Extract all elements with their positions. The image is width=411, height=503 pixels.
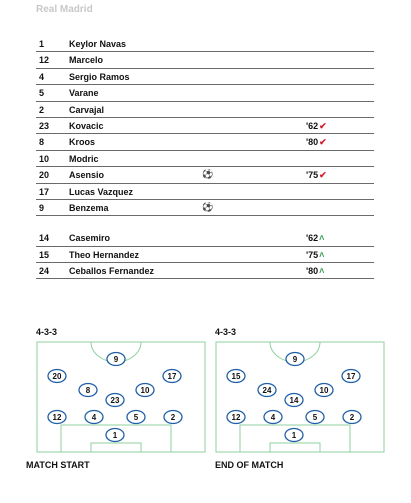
player-number-label: 4 [91,413,97,422]
player-number-label: 8 [85,386,91,395]
player-name: Ceballos Fernandez [69,266,155,277]
player-marker [79,384,97,397]
substitution-minute [306,266,324,276]
table-row [36,69,374,85]
substitutes-list [36,230,374,279]
pitch-start [36,341,206,453]
player-marker [48,370,66,383]
player-number-label: 10 [319,386,329,395]
minute-text: '75 [306,249,319,260]
player-marker [264,411,282,424]
arrow-down-icon: ✔ [319,170,327,181]
player-marker [164,411,182,424]
player-name: Carvajal [69,104,105,115]
player-number: 14 [39,233,50,244]
player-marker [285,429,303,442]
arrow-down-icon: ✔ [319,137,327,148]
player-name: Asensio [69,170,105,181]
lineup-table [36,36,374,279]
player-marker [107,353,125,366]
player-marker [48,411,66,424]
table-row [36,167,374,183]
substitution-minute [306,121,327,132]
player-marker [315,384,333,397]
player-number: 4 [39,71,45,82]
player-number-label: 1 [112,431,118,440]
player-number: 5 [39,88,45,99]
player-marker [127,411,145,424]
player-number-label: 10 [140,386,150,395]
minute-text: '80 [306,266,319,277]
player-marker [163,370,181,383]
player-number: 12 [39,55,50,66]
minute-text: '80 [306,137,319,148]
player-marker [285,394,303,407]
goal-box [91,443,141,452]
table-row [36,102,374,118]
arrow-up-icon: ˄ [319,233,325,244]
player-name: Benzema [69,202,109,213]
player-number-label: 1 [291,431,297,440]
player-number-label: 17 [346,372,356,381]
player-number-label: 24 [262,386,272,395]
player-number-label: 2 [349,413,355,422]
football-icon: ⚽ [202,169,214,180]
player-number-label: 5 [312,413,318,422]
player-number-label: 23 [110,396,120,405]
player-marker [106,429,124,442]
table-row [36,263,374,279]
team-name: Real Madrid [36,4,93,15]
arrow-up-icon: ˄ [319,249,325,260]
formation-label-end: 4-3-3 [215,327,237,337]
football-icon: ⚽ [202,201,214,212]
player-number-label: 20 [52,372,62,381]
player-number: 24 [39,266,50,277]
arrow-up-icon: ˄ [319,266,325,277]
player-marker [258,384,276,397]
substitution-minute [306,233,324,243]
table-row [36,36,374,52]
player-number: 9 [39,202,45,213]
player-number-label: 12 [231,413,241,422]
goal-box [270,443,320,452]
player-number-label: 17 [167,372,177,381]
player-number-label: 12 [52,413,62,422]
table-row [36,118,374,134]
player-marker [343,411,361,424]
player-marker [227,370,245,383]
player-number-label: 14 [289,396,299,405]
player-number-label: 4 [270,413,276,422]
table-row [36,85,374,101]
table-row [36,200,374,216]
player-name: Casemiro [69,233,111,244]
table-row [36,52,374,68]
caption-end-of-match: END OF MATCH [215,460,284,470]
player-number-label: 9 [292,355,298,364]
player-number-label: 5 [133,413,139,422]
player-marker [106,394,124,407]
lineup-gap [36,216,374,230]
player-number: 20 [39,170,50,181]
player-name: Kovacic [69,120,104,131]
player-number-label: 15 [231,372,241,381]
player-marker [136,384,154,397]
player-name: Sergio Ramos [69,71,130,82]
substitution-minute [306,250,324,260]
table-row [36,134,374,150]
player-number-label: 2 [170,413,176,422]
player-marker [306,411,324,424]
player-number: 17 [39,186,50,197]
player-name: Lucas Vazquez [69,186,134,197]
player-number: 15 [39,249,50,260]
table-row [36,230,374,246]
player-number: 2 [39,104,45,115]
minute-text: '75 [306,170,319,181]
player-name: Marcelo [69,55,104,66]
minute-text: '62 [306,120,319,131]
caption-match-start: MATCH START [26,460,90,470]
player-number: 1 [39,39,45,49]
player-name: Kroos [69,137,96,148]
starters-list [36,36,374,216]
player-name: Varane [69,88,99,99]
player-number: 8 [39,137,45,148]
player-number: 10 [39,153,50,164]
pitch-end [215,341,385,453]
table-row [36,247,374,263]
player-name: Keylor Navas [69,39,127,49]
formation-label-start: 4-3-3 [36,327,58,337]
table-row [36,151,374,167]
player-name: Modric [69,153,99,164]
player-number-label: 9 [113,355,119,364]
table-row [36,184,374,200]
player-number: 23 [39,120,50,131]
player-marker [286,353,304,366]
player-name: Theo Hernandez [69,249,140,260]
player-marker [85,411,103,424]
substitution-minute [306,137,327,148]
arrow-down-icon: ✔ [319,120,327,131]
minute-text: '62 [306,233,319,244]
player-marker [342,370,360,383]
substitution-minute [306,170,327,181]
player-marker [227,411,245,424]
